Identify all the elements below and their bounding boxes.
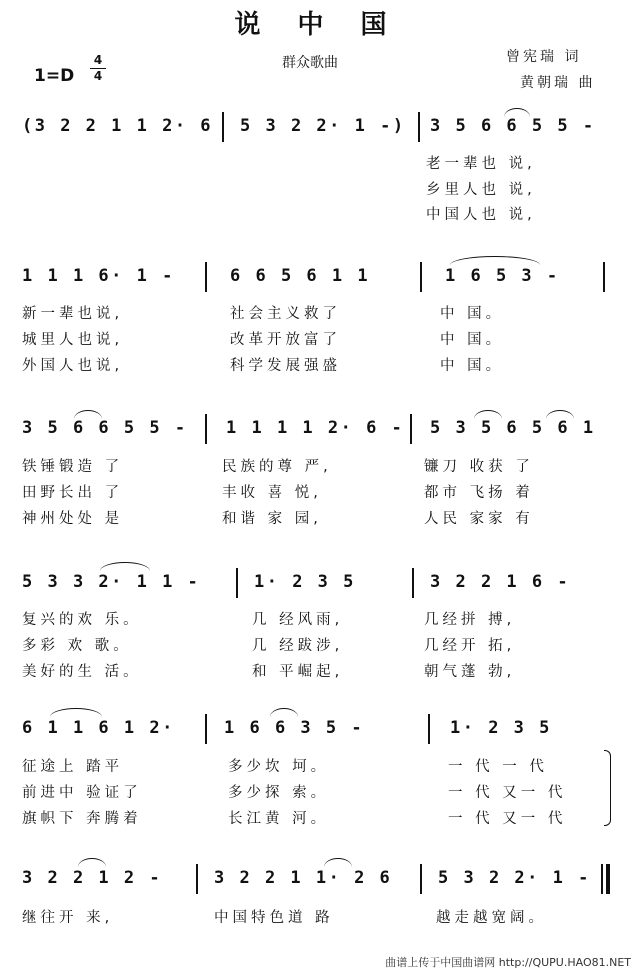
barline	[205, 714, 207, 744]
lyric-verse-3: 人民 家家 有	[424, 511, 534, 527]
lyric-verse-1: 多少坎 坷。	[228, 759, 330, 775]
composer-credit: 黄朝瑞 曲	[520, 75, 596, 91]
lyric-verse-3: 中国人也 说,	[426, 207, 536, 223]
slur	[324, 858, 352, 867]
lyric-verse-1: 中 国。	[440, 306, 505, 322]
slur	[50, 708, 102, 717]
lyric-verse-1: 新一辈也说,	[22, 306, 124, 322]
lyric-verse-1: 民族的尊 严,	[222, 459, 332, 475]
lyric-verse-1: 社会主义救了	[230, 306, 341, 322]
measure: 1· 2 3 5	[450, 718, 552, 738]
lyric-verse-3: 长江黄 河。	[228, 811, 330, 827]
lyric-verse-3: 科学发展强盛	[230, 358, 341, 374]
measure: 5 3 5 6 5 6 1	[430, 418, 596, 438]
lyric-verse-3: 神州处处 是	[22, 511, 124, 527]
slur	[450, 256, 540, 265]
score-row-1	[0, 116, 635, 156]
barline	[420, 864, 422, 894]
time-signature-bottom: 4	[93, 69, 103, 83]
measure: 1 1 1 1 2· 6 -	[226, 418, 405, 438]
lyric-verse-2: 丰收 喜 悦,	[222, 485, 322, 501]
barline	[236, 568, 238, 598]
measure: (3 2 2 1 1 2· 6	[22, 116, 214, 136]
barline	[412, 568, 414, 598]
lyric-verse-2: 都市 飞扬 着	[424, 485, 534, 501]
measure: 5 3 2 2· 1 -)	[240, 116, 406, 136]
measure: 1· 2 3 5	[254, 572, 356, 592]
barline	[410, 414, 412, 444]
measure: 6 1 1 6 1 2·	[22, 718, 175, 738]
slur	[270, 708, 298, 717]
lyric-verse-1: 几经拼 搏,	[424, 612, 516, 628]
measure: 1 6 6 3 5 -	[224, 718, 365, 738]
score-row-4	[0, 572, 635, 612]
barline	[420, 262, 422, 292]
lyric-verse-3: 美好的生 活。	[22, 664, 142, 680]
lyric-verse-1: 征途上 踏平	[22, 759, 124, 775]
lyric-verse-2: 改革开放富了	[230, 332, 341, 348]
measure: 1 1 1 6· 1 -	[22, 266, 175, 286]
measure: 6 6 5 6 1 1	[230, 266, 371, 286]
score-row-2	[0, 266, 635, 306]
slur	[504, 108, 530, 117]
lyric-verse-2: 中 国。	[440, 332, 505, 348]
lyric-verse-3: 外国人也说,	[22, 358, 124, 374]
measure: 5 3 3 2· 1 1 -	[22, 572, 201, 592]
slur	[546, 410, 574, 419]
time-signature-top: 4	[93, 53, 103, 67]
measure: 3 2 2 1 2 -	[22, 868, 163, 888]
verse-bracket	[604, 750, 611, 826]
lyric-verse-3: 中 国。	[440, 358, 505, 374]
lyric-verse-3: 朝气蓬 勃,	[424, 664, 516, 680]
score-row-6	[0, 868, 635, 908]
barline	[205, 414, 207, 444]
lyric-verse-1: 几 经风雨,	[252, 612, 344, 628]
measure: 3 5 6 6 5 5 -	[430, 116, 596, 136]
lyric-verse-2: 多少探 索。	[228, 785, 330, 801]
lyric-verse-2: 几 经跋涉,	[252, 638, 344, 654]
source-watermark: 曲谱上传于中国曲谱网 http://QUPU.HAO81.NET	[385, 956, 631, 969]
lyric-verse-1: 铁锤锻造 了	[22, 459, 124, 475]
barline	[222, 112, 224, 142]
song-genre: 群众歌曲	[282, 55, 338, 71]
lyric-verse-1: 越走越宽阔。	[436, 910, 547, 926]
lyricist-credit: 曾宪瑞 词	[506, 49, 582, 65]
measure: 1 6 5 3 -	[445, 266, 560, 286]
slur	[78, 858, 106, 867]
lyric-verse-3: 和谐 家 园,	[222, 511, 322, 527]
lyric-verse-2: 一 代 又一 代	[448, 785, 567, 801]
lyric-verse-1: 一 代 一 代	[448, 759, 548, 775]
lyric-verse-1: 复兴的欢 乐。	[22, 612, 142, 628]
barline	[601, 864, 603, 894]
lyric-verse-3: 旗帜下 奔腾着	[22, 811, 142, 827]
measure: 3 2 2 1 1· 2 6	[214, 868, 393, 888]
lyric-verse-3: 和 平崛起,	[252, 664, 344, 680]
lyric-verse-1: 继往开 来,	[22, 910, 114, 926]
lyric-verse-1: 镰刀 收获 了	[424, 459, 534, 475]
measure: 5 3 2 2· 1 -	[438, 868, 591, 888]
lyric-verse-2: 前进中 验证了	[22, 785, 142, 801]
lyric-verse-2: 城里人也说,	[22, 332, 124, 348]
slur	[100, 562, 150, 571]
slur	[74, 410, 102, 419]
score-row-5	[0, 718, 635, 758]
lyric-verse-1: 中国特色道 路	[214, 910, 334, 926]
lyric-verse-1: 老一辈也 说,	[426, 156, 536, 172]
lyric-verse-2: 几经开 拓,	[424, 638, 516, 654]
barline	[205, 262, 207, 292]
final-barline	[606, 864, 610, 894]
lyric-verse-2: 乡里人也 说,	[426, 182, 536, 198]
score-row-3	[0, 418, 635, 458]
barline	[603, 262, 605, 292]
song-title: 说 中 国	[234, 10, 401, 40]
time-signature	[90, 54, 106, 83]
barline	[418, 112, 420, 142]
lyric-verse-2: 田野长出 了	[22, 485, 124, 501]
lyric-verse-3: 一 代 又一 代	[448, 811, 567, 827]
measure: 3 5 6 6 5 5 -	[22, 418, 188, 438]
key-signature: 1=D	[34, 66, 75, 86]
slur	[474, 410, 502, 419]
lyric-verse-2: 多彩 欢 歌。	[22, 638, 132, 654]
barline	[196, 864, 198, 894]
measure: 3 2 2 1 6 -	[430, 572, 571, 592]
barline	[428, 714, 430, 744]
